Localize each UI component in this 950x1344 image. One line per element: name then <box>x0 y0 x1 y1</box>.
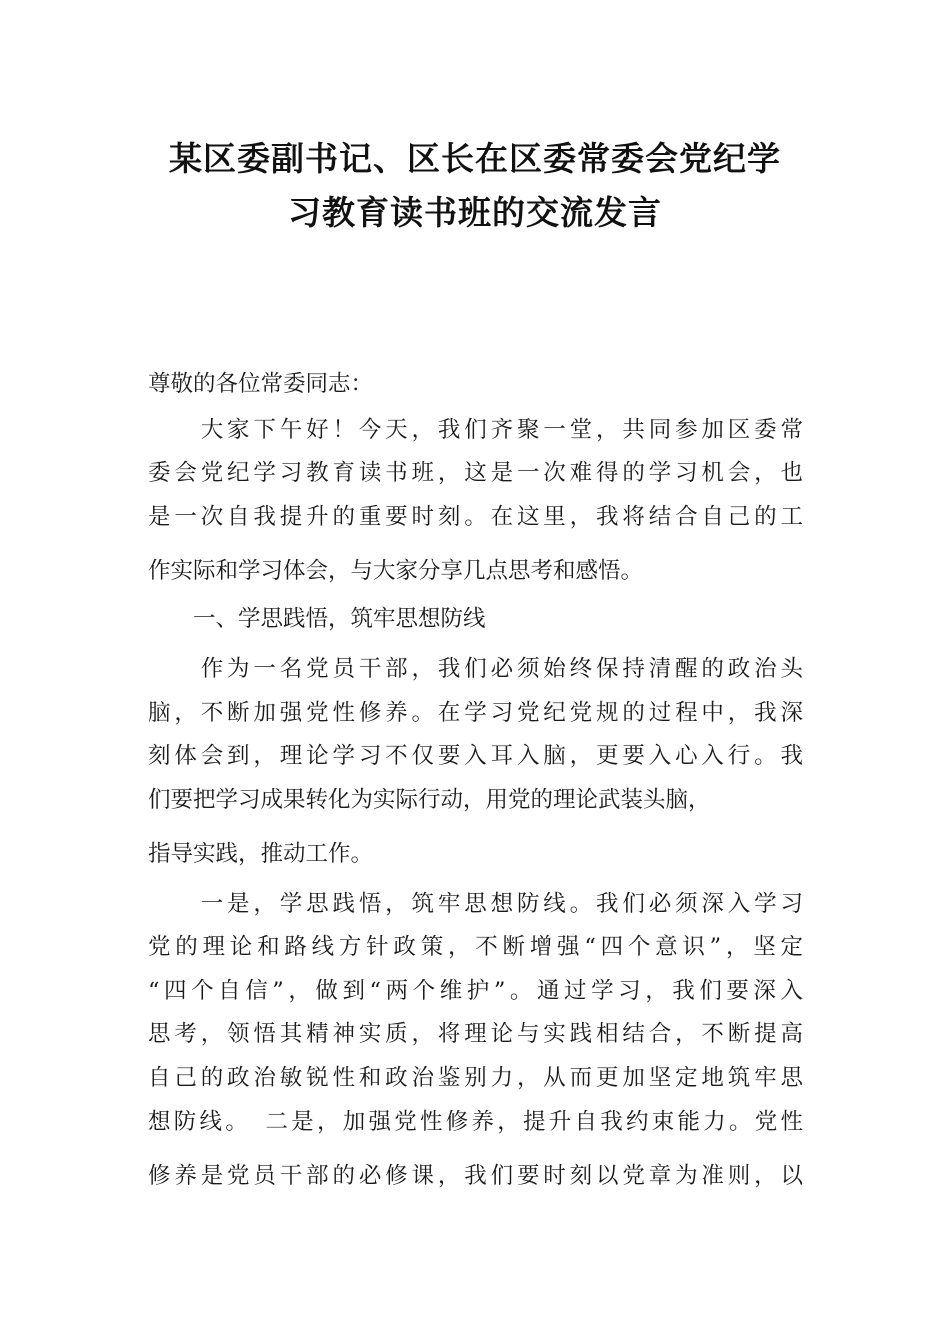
paragraph-line: 自己的政治敏锐性和政治鉴别力，从而更加坚定地筑牢思 <box>148 1065 803 1091</box>
paragraph-line: 大家下午好！今天，我们齐聚一堂，共同参加区委常 <box>148 417 803 443</box>
document-title-line-1: 某区委副书记、区长在区委常委会党纪学 <box>169 139 781 178</box>
paragraph-line: 想防线。 二是，加强党性修养，提升自我约束能力。党性 <box>148 1109 803 1135</box>
paragraph-line: 脑，不断加强党性修养。在学习党纪党规的过程中，我深 <box>148 700 803 726</box>
paragraph-line: 作为一名党员干部，我们必须始终保持清醒的政治头 <box>148 656 803 682</box>
paragraph-line: 作实际和学习体会，与大家分享几点思考和感悟。 <box>148 558 644 584</box>
paragraph-line: 委会党纪学习教育读书班，这是一次难得的学习机会，也 <box>148 460 803 486</box>
salutation: 尊敬的各位常委同志： <box>148 371 374 397</box>
paragraph-line: 修养是党员干部的必修课，我们要时刻以党章为准则，以 <box>148 1163 803 1189</box>
paragraph-line: 思考，领悟其精神实质，将理论与实践相结合，不断提高 <box>148 1021 803 1047</box>
paragraph-line: “四个自信”，做到“两个维护”。通过学习，我们要深入 <box>148 978 803 1004</box>
paragraph-line: 是一次自我提升的重要时刻。在这里，我将结合自己的工 <box>148 504 803 530</box>
document-title-line-2: 习教育读书班的交流发言 <box>288 193 662 232</box>
paragraph-line: 们要把学习成果转化为实际行动，用党的理论武装头脑， <box>148 787 711 813</box>
section-heading: 一、学思践悟，筑牢思想防线 <box>148 606 486 632</box>
paragraph-line: 刻体会到，理论学习不仅要入耳入脑，更要入心入行。我 <box>148 743 803 769</box>
paragraph-line: 党的理论和路线方针政策，不断增强“四个意识”，坚定 <box>148 934 803 960</box>
paragraph-line: 一是，学思践悟，筑牢思想防线。我们必须深入学习 <box>148 891 803 917</box>
paragraph-line: 指导实践，推动工作。 <box>148 841 374 867</box>
